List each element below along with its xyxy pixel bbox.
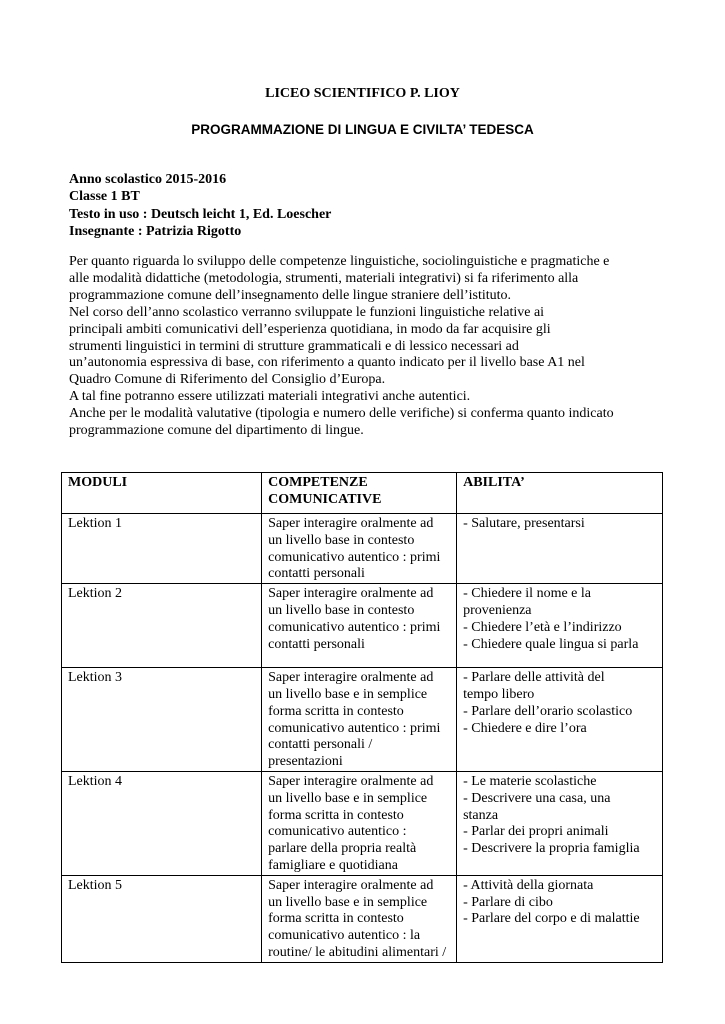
paragraph-line: programmazione comune dell’insegnamento delle lingue straniere dell’istituto. <box>69 287 512 303</box>
table-row <box>62 771 663 875</box>
course-info <box>69 171 331 240</box>
skills-cell <box>457 584 663 668</box>
skills-list <box>463 586 656 653</box>
paragraph-line: Quadro Comune di Riferimento del Consiglio d’Europa. <box>69 372 386 388</box>
competence-line: routine/ le abitudini alimentari / <box>268 944 447 960</box>
module-cell <box>62 668 262 772</box>
textbook: Testo in uso : Deutsch leicht 1, Ed. Loescher <box>69 206 332 222</box>
class-name: Classe 1 BT <box>69 189 140 205</box>
skill-item: provenienza <box>463 602 532 618</box>
skill-item: - Parlar dei propri animali <box>463 824 609 840</box>
header-abilita <box>457 473 663 514</box>
skills-cell <box>457 514 663 584</box>
competence-line: famigliare e quotidiana <box>268 857 398 873</box>
table-header-row <box>62 473 663 514</box>
competence-line: un livello base in contesto <box>268 602 415 618</box>
modules-table <box>61 472 663 963</box>
header-moduli-label: MODULI <box>68 475 128 490</box>
competence-line: un livello base in contesto <box>268 532 415 548</box>
paragraph-line: principali ambiti comunicativi dell’esperienza quotidiana, in modo da far acquisire gli <box>69 321 551 337</box>
competence-line: Saper interagire oralmente ad <box>268 670 434 686</box>
skill-item: - Descrivere una casa, una <box>463 790 611 806</box>
table-row <box>62 584 663 668</box>
competence-line: contatti personali / <box>268 737 373 753</box>
competence-line: presentazioni <box>268 754 343 770</box>
module-cell <box>62 875 262 962</box>
school-year: Anno scolastico 2015-2016 <box>69 172 227 187</box>
intro-paragraph <box>69 254 669 440</box>
paragraph-line: programmazione comune del dipartimento di lingue. <box>69 423 364 439</box>
teacher: Insegnante : Patrizia Rigotto <box>69 223 242 239</box>
competence-line: Saper interagire oralmente ad <box>268 516 434 531</box>
skills-cell <box>457 771 663 875</box>
competence-line: comunicativo autentico : primi <box>268 619 441 635</box>
module-name: Lektion 3 <box>68 670 123 686</box>
skill-item: - Chiedere quale lingua si parla <box>463 636 639 652</box>
skill-item: - Chiedere e dire l’ora <box>463 720 587 736</box>
competence-cell <box>262 875 457 962</box>
header-competenze-line: COMPETENZE <box>268 475 368 490</box>
paragraph-line: alle modalità didattiche (metodologia, strumenti, materiali integrativi) si fa riferimento alla <box>69 270 579 286</box>
competence-line: forma scritta in contesto <box>268 807 404 823</box>
competence-line: Saper interagire oralmente ad <box>268 773 434 789</box>
paragraph-line: un’autonomia espressiva di base, con riferimento a quanto indicato per il livello base A1 nel <box>69 355 585 371</box>
skill-item: - Parlare dell’orario scolastico <box>463 703 633 719</box>
skill-item: - Descrivere la propria famiglia <box>463 841 640 857</box>
competence-cell <box>262 584 457 668</box>
paragraph-line: Per quanto riguarda lo sviluppo delle competenze linguistiche, sociolinguistiche e pragmatiche e <box>69 254 610 269</box>
skills-list <box>463 774 656 858</box>
table-row <box>62 668 663 772</box>
competence-line: comunicativo autentico : primi <box>268 720 441 736</box>
skill-item: - Chiedere il nome e la <box>463 586 591 602</box>
competence-line: contatti personali <box>268 636 365 652</box>
module-name: Lektion 2 <box>68 586 123 602</box>
competence-line: forma scritta in contesto <box>268 703 404 719</box>
header-abilita-label: ABILITA’ <box>463 475 525 490</box>
skill-item: tempo libero <box>463 686 535 702</box>
competence-line: forma scritta in contesto <box>268 911 404 927</box>
skill-item: - Salutare, presentarsi <box>463 516 585 531</box>
table-row <box>62 875 663 962</box>
skill-item: - Chiedere l’età e l’indirizzo <box>463 619 622 635</box>
module-cell <box>62 771 262 875</box>
skills-cell <box>457 668 663 772</box>
module-name: Lektion 4 <box>68 773 123 789</box>
competence-line: comunicativo autentico : <box>268 824 407 840</box>
competence-cell <box>262 771 457 875</box>
program-title: PROGRAMMAZIONE DI LINGUA E CIVILTA’ TEDESCA <box>191 122 534 137</box>
school-title: LICEO SCIENTIFICO P. LIOY <box>265 86 460 101</box>
competence-line: parlare della propria realtà <box>268 841 417 857</box>
module-cell <box>62 584 262 668</box>
table-row <box>62 514 663 584</box>
skill-item: - Parlare del corpo e di malattie <box>463 911 640 927</box>
module-cell <box>62 514 262 584</box>
paragraph-line: Nel corso dell’anno scolastico verranno sviluppate le funzioni linguistiche relative ai <box>69 304 545 320</box>
skill-item: - Le materie scolastiche <box>463 773 597 789</box>
competence-line: Saper interagire oralmente ad <box>268 586 434 602</box>
paragraph-line: strumenti linguistici in termini di strutture grammaticali e di lessico necessari ad <box>69 338 519 354</box>
skills-list <box>463 878 656 928</box>
skill-item: - Parlare di cibo <box>463 894 553 910</box>
skills-cell <box>457 875 663 962</box>
header-competenze-line: COMUNICATIVE <box>268 491 382 507</box>
table-body <box>62 514 663 963</box>
skills-list <box>463 516 656 533</box>
competence-cell <box>262 668 457 772</box>
competence-line: Saper interagire oralmente ad <box>268 877 434 893</box>
skill-item: stanza <box>463 807 499 823</box>
paragraph-line: A tal fine potranno essere utilizzati materiali integrativi anche autentici. <box>69 389 471 405</box>
competence-line: un livello base e in semplice <box>268 686 428 702</box>
header-competenze <box>262 473 457 514</box>
competence-line: comunicativo autentico : la <box>268 928 421 944</box>
header-moduli <box>62 473 262 514</box>
competence-cell <box>262 514 457 584</box>
module-name: Lektion 5 <box>68 877 123 893</box>
competence-line: un livello base e in semplice <box>268 790 428 806</box>
skills-list <box>463 670 656 737</box>
paragraph-line: Anche per le modalità valutative (tipologia e numero delle verifiche) si conferma quanto indicato <box>69 406 614 422</box>
skill-item: - Attività della giornata <box>463 877 594 893</box>
competence-line: un livello base e in semplice <box>268 894 428 910</box>
module-name: Lektion 1 <box>68 516 123 531</box>
competence-line: comunicativo autentico : primi <box>268 549 441 565</box>
competence-line: contatti personali <box>268 566 365 582</box>
skill-item: - Parlare delle attività del <box>463 670 605 686</box>
